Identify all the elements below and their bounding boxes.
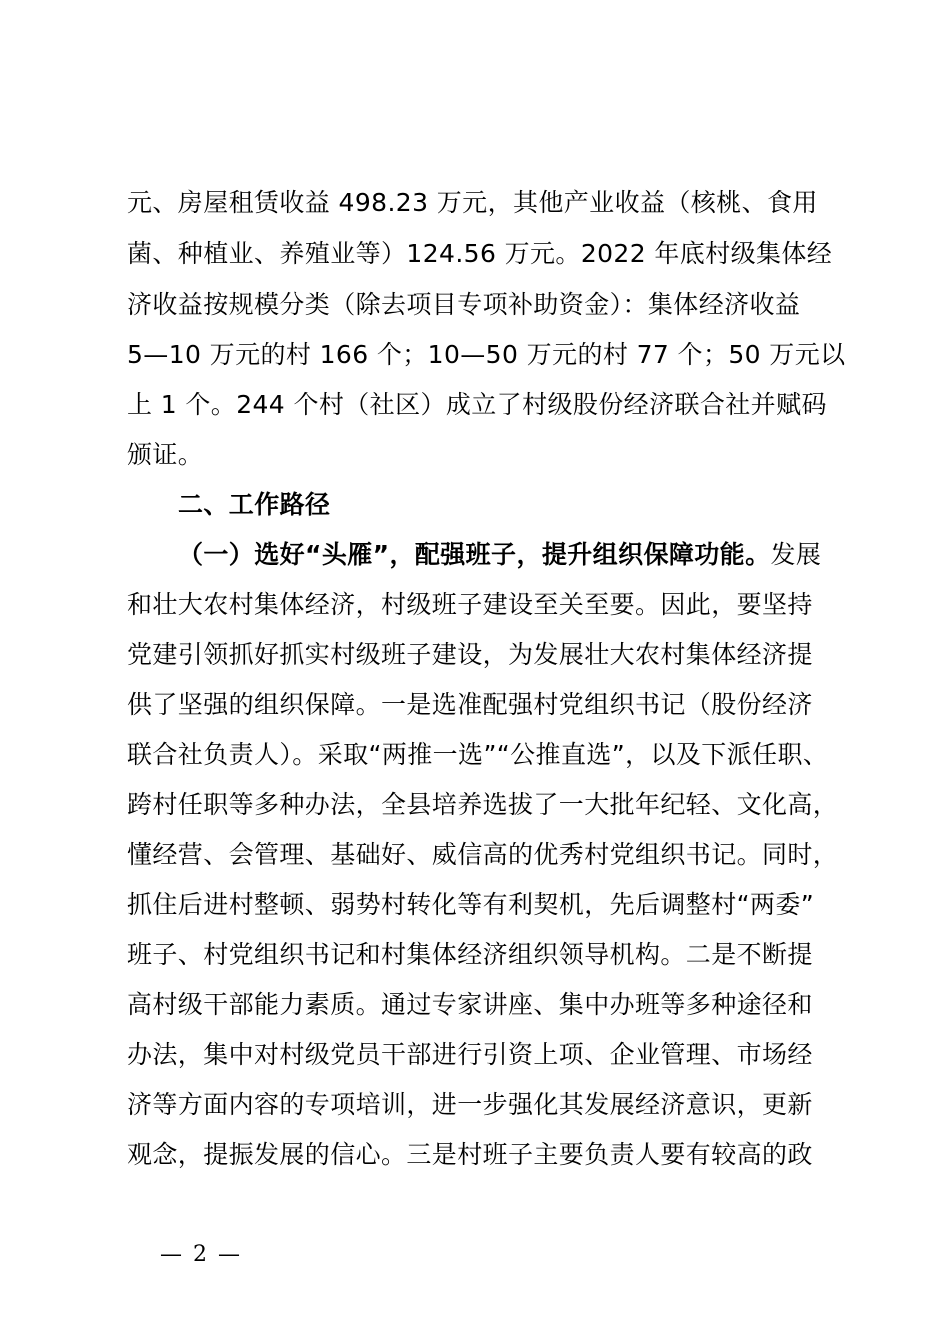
body-text-line: 观念，提振发展的信心。三是村班子主要负责人要有较高的政 (127, 1140, 813, 1169)
body-text-line: 菌、种植业、养殖业等）124.56 万元。2022 年底村级集体经 (127, 239, 833, 268)
body-text-line: 懂经营、会管理、基础好、威信高的优秀村党组织书记。同时， (127, 840, 839, 869)
body-text-line: 跨村任职等多种办法，全县培养选拔了一大批年纪轻、文化高， (127, 790, 839, 819)
body-text-line: 党建引领抓好抓实村级班子建设，为发展壮大农村集体经济提 (127, 640, 813, 669)
body-text-line: 元、房屋租赁收益 498.23 万元，其他产业收益（核桃、食用 (127, 188, 818, 217)
body-text-line: 和壮大农村集体经济，村级班子建设至关至要。因此，要坚持 (127, 590, 813, 619)
section-heading: 二、工作路径 (178, 490, 331, 519)
body-text-line: 联合社负责人）。采取“两推一选”“公推直选”，以及下派任职、 (127, 740, 829, 769)
subsection-first-line-rest: 发展 (770, 540, 822, 569)
body-text-line: 高村级干部能力素质。通过专家讲座、集中办班等多种途径和 (127, 990, 813, 1019)
body-text-line: 颁证。 (127, 440, 204, 469)
body-text-line: 5—10 万元的村 166 个；10—50 万元的村 77 个；50 万元以 (127, 340, 846, 369)
body-text-line: 上 1 个。244 个村（社区）成立了村级股份经济联合社并赋码 (127, 390, 827, 419)
body-text-line: 济等方面内容的专项培训，进一步强化其发展经济意识，更新 (127, 1090, 813, 1119)
subsection-first-line (178, 540, 821, 570)
body-text-line: 供了坚强的组织保障。一是选准配强村党组织书记（股份经济 (127, 690, 813, 719)
page-number: — 2 — (160, 1242, 242, 1267)
body-text-line: 抓住后进村整顿、弱势村转化等有利契机，先后调整村“两委” (127, 890, 815, 919)
subsection-title: （一）选好“头雁”，配强班子，提升组织保障功能。 (178, 540, 771, 569)
body-text-line: 办法，集中对村级党员干部进行引资上项、企业管理、市场经 (127, 1040, 813, 1069)
body-text-line: 济收益按规模分类（除去项目专项补助资金）：集体经济收益 (127, 290, 801, 319)
body-text-line: 班子、村党组织书记和村集体经济组织领导机构。二是不断提 (127, 940, 813, 969)
